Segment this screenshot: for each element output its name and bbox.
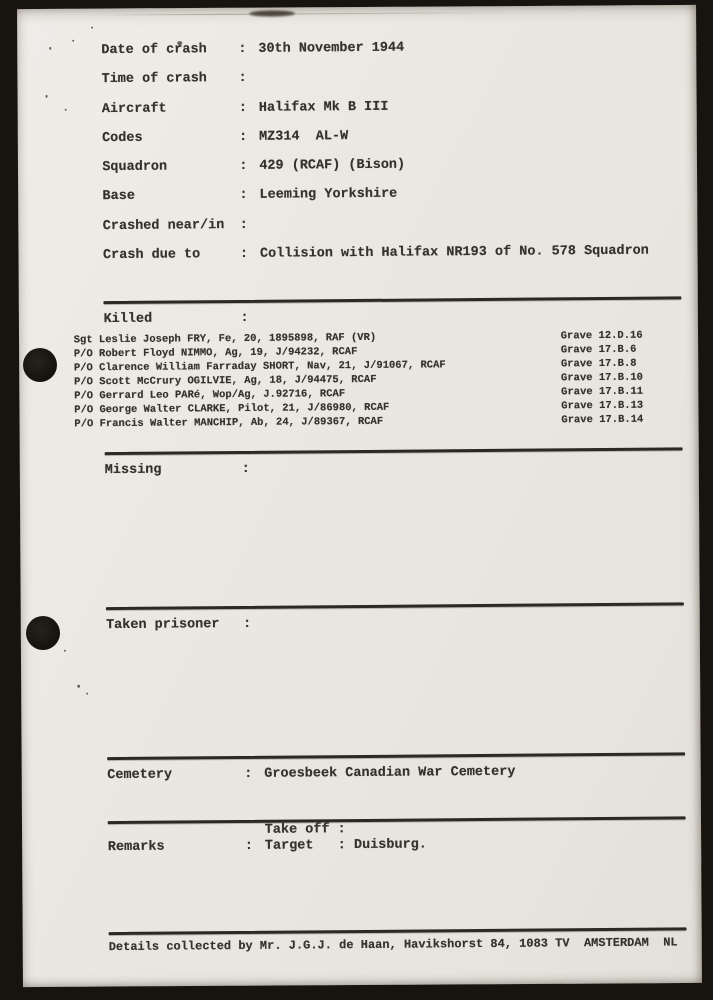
take-off-text: Take off : <box>264 822 346 838</box>
field-colon: : <box>244 766 253 782</box>
field-row-remarks <box>108 835 690 856</box>
grave-text: Grave 17.B.10 <box>560 371 644 385</box>
field-value: 429 (RCAF) (Bison) <box>259 157 406 174</box>
person-text: P/O Scott McCrury OGILVIE, Ag, 18, J/94475, RCAF <box>74 373 377 389</box>
field-row-time-of-crash <box>102 67 684 88</box>
field-colon: : <box>238 70 247 86</box>
section-label: Taken prisoner <box>105 617 220 634</box>
section-divider <box>107 752 685 759</box>
field-value: 30th November 1944 <box>258 40 405 57</box>
field-row-crashed-near <box>103 214 685 235</box>
field-colon: : <box>239 187 248 203</box>
field-value: Collision with Halifax NR193 of No. 578 Squadron <box>259 243 649 262</box>
section-label: Missing <box>104 462 162 479</box>
field-row-cemetery <box>107 763 689 784</box>
field-value: Leeming Yorkshire <box>259 186 398 203</box>
person-text: Sgt Leslie Joseph FRY, Fe, 20, 1895898, RAF (VR) <box>73 331 377 347</box>
section-label: Killed <box>103 311 153 328</box>
field-label: Crash due to <box>102 247 201 264</box>
field-row-codes <box>102 126 684 147</box>
field-colon: : <box>238 100 247 116</box>
field-row-crash-due-to <box>103 243 685 264</box>
section-divider <box>109 927 687 934</box>
field-value: Target : Duisburg. <box>264 837 427 854</box>
field-value: Halifax Mk B III <box>258 99 389 116</box>
punch-hole-top <box>23 348 57 382</box>
section-heading-missing <box>105 458 687 479</box>
field-row-base <box>102 184 684 205</box>
field-label: Time of crash <box>101 71 207 88</box>
field-label: Aircraft <box>101 101 167 118</box>
field-colon: : <box>239 158 248 174</box>
person-text: P/O Gerrard Leo PARé, Wop/Ag, J.92716, RCAF <box>74 388 346 403</box>
section-heading-killed <box>103 307 685 328</box>
field-row-aircraft <box>102 97 684 118</box>
field-row-squadron <box>102 155 684 176</box>
document-content <box>16 4 703 988</box>
field-row-date-of-crash <box>101 38 683 59</box>
section-divider <box>106 602 684 609</box>
section-colon: : <box>242 616 252 632</box>
grave-text: Grave 12.D.16 <box>560 329 643 343</box>
field-label: Date of crash <box>101 42 207 59</box>
section-divider <box>103 296 681 303</box>
person-text: P/O Clarence William Farraday SHORT, Nav, 21, J/91067, RCAF <box>73 359 446 375</box>
field-label: Remarks <box>107 839 165 856</box>
field-colon: : <box>239 246 249 262</box>
field-label: Base <box>102 188 136 205</box>
section-colon: : <box>241 461 250 477</box>
field-label: Codes <box>101 130 143 147</box>
grave-text: Grave 17.B.13 <box>561 399 644 413</box>
grave-text: Grave 17.B.6 <box>560 343 637 357</box>
person-text: P/O Francis Walter MANCHIP, Ab, 24, J/89367, RCAF <box>74 415 384 431</box>
person-text: P/O George Walter CLARKE, Pilot, 21, J/86980, RCAF <box>74 401 390 417</box>
field-value: Groesbeek Canadian War Cemetery <box>264 764 516 782</box>
section-heading-taken-prisoner <box>106 613 688 634</box>
field-label: Crashed near/in <box>102 218 225 235</box>
scanned-document-page <box>17 5 702 987</box>
footer-text: Details collected by Mr. J.G.J. de Haan, Havikshorst 84, 1083 TV AMSTERDAM NL <box>108 935 678 955</box>
killed-list <box>74 328 675 431</box>
field-colon: : <box>239 217 248 233</box>
punch-hole-bottom <box>26 616 60 650</box>
field-colon: : <box>238 41 247 57</box>
section-divider <box>105 447 683 454</box>
footer-credit <box>109 935 678 955</box>
field-label: Squadron <box>102 159 168 176</box>
grave-text: Grave 17.B.8 <box>560 357 637 371</box>
field-colon: : <box>238 129 248 145</box>
person-text: P/O Robert Floyd NIMMO, Ag, 19, J/94232, RCAF <box>73 346 358 361</box>
grave-text: Grave 17.B.11 <box>561 385 644 399</box>
field-value: MZ314 AL-W <box>258 129 349 145</box>
field-label: Cemetery <box>107 767 173 784</box>
section-colon: : <box>240 310 249 326</box>
grave-text: Grave 17.B.14 <box>561 413 644 427</box>
field-colon: : <box>244 838 254 854</box>
